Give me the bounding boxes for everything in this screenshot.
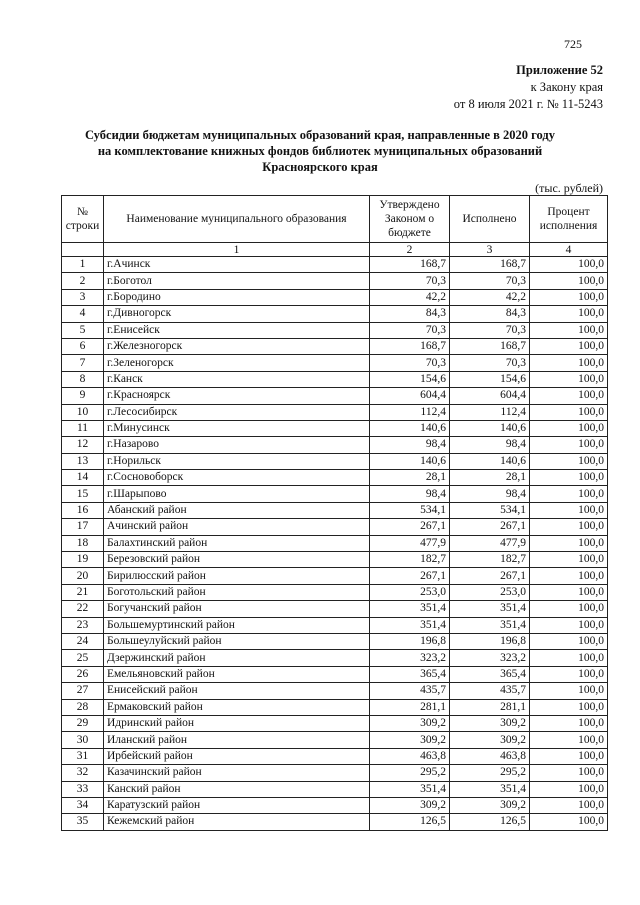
appendix-block — [454, 62, 603, 113]
title-line-1: Субсидии бюджетам муниципальных образований края, направленные в 2020 году — [84, 128, 556, 142]
approved-amount-cell: 126,5 — [370, 814, 450, 830]
approved-amount-cell: 70,3 — [370, 273, 450, 289]
approved-amount-cell: 112,4 — [370, 404, 450, 420]
percent-cell: 100,0 — [530, 322, 608, 338]
row-number-cell: 18 — [62, 535, 104, 551]
table-row — [62, 306, 608, 322]
approved-amount-cell: 435,7 — [370, 683, 450, 699]
executed-amount-cell: 168,7 — [450, 257, 530, 273]
municipality-name-cell: г.Сосновоборск — [104, 470, 370, 486]
municipality-name-cell: г.Лесосибирск — [104, 404, 370, 420]
table-row — [62, 519, 608, 535]
percent-cell: 100,0 — [530, 306, 608, 322]
approved-amount-cell: 267,1 — [370, 519, 450, 535]
percent-cell: 100,0 — [530, 420, 608, 436]
table-row — [62, 781, 608, 797]
table-row — [62, 699, 608, 715]
percent-cell: 100,0 — [530, 633, 608, 649]
table-row — [62, 273, 608, 289]
municipality-name-cell: г.Дивногорск — [104, 306, 370, 322]
approved-amount-cell: 140,6 — [370, 453, 450, 469]
row-number-cell: 17 — [62, 519, 104, 535]
row-number-cell: 27 — [62, 683, 104, 699]
table-row — [62, 666, 608, 682]
row-number-cell: 10 — [62, 404, 104, 420]
table-header-row — [62, 196, 608, 243]
approved-amount-cell: 351,4 — [370, 601, 450, 617]
percent-cell: 100,0 — [530, 666, 608, 682]
municipality-name-cell: Иланский район — [104, 732, 370, 748]
row-number-cell: 30 — [62, 732, 104, 748]
executed-amount-cell: 196,8 — [450, 633, 530, 649]
percent-cell: 100,0 — [530, 814, 608, 830]
percent-cell: 100,0 — [530, 453, 608, 469]
header-executed: Исполнено — [450, 196, 530, 243]
row-number-cell: 23 — [62, 617, 104, 633]
header-row-no: № строки — [62, 196, 104, 243]
approved-amount-cell: 154,6 — [370, 371, 450, 387]
approved-amount-cell: 182,7 — [370, 552, 450, 568]
municipality-name-cell: г.Назарово — [104, 437, 370, 453]
percent-cell: 100,0 — [530, 355, 608, 371]
row-number-cell: 1 — [62, 257, 104, 273]
row-number-cell: 16 — [62, 502, 104, 518]
row-number-cell: 24 — [62, 633, 104, 649]
approved-amount-cell: 604,4 — [370, 388, 450, 404]
executed-amount-cell: 351,4 — [450, 617, 530, 633]
municipality-name-cell: Енисейский район — [104, 683, 370, 699]
row-number-cell: 15 — [62, 486, 104, 502]
approved-amount-cell: 534,1 — [370, 502, 450, 518]
table-row — [62, 535, 608, 551]
executed-amount-cell: 351,4 — [450, 601, 530, 617]
executed-amount-cell: 309,2 — [450, 715, 530, 731]
executed-amount-cell: 309,2 — [450, 797, 530, 813]
executed-amount-cell: 126,5 — [450, 814, 530, 830]
percent-cell: 100,0 — [530, 388, 608, 404]
percent-cell: 100,0 — [530, 748, 608, 764]
municipality-name-cell: Ачинский район — [104, 519, 370, 535]
approved-amount-cell: 309,2 — [370, 715, 450, 731]
header-percent: Процент исполнения — [530, 196, 608, 243]
municipality-name-cell: Идринский район — [104, 715, 370, 731]
municipality-name-cell: г.Зеленогорск — [104, 355, 370, 371]
executed-amount-cell: 182,7 — [450, 552, 530, 568]
approved-amount-cell: 196,8 — [370, 633, 450, 649]
approved-amount-cell: 70,3 — [370, 355, 450, 371]
municipality-name-cell: г.Бородино — [104, 289, 370, 305]
executed-amount-cell: 309,2 — [450, 732, 530, 748]
municipality-name-cell: г.Канск — [104, 371, 370, 387]
percent-cell: 100,0 — [530, 257, 608, 273]
percent-cell: 100,0 — [530, 371, 608, 387]
percent-cell: 100,0 — [530, 715, 608, 731]
executed-amount-cell: 98,4 — [450, 437, 530, 453]
column-number-1: 1 — [104, 243, 370, 257]
row-number-cell: 12 — [62, 437, 104, 453]
approved-amount-cell: 168,7 — [370, 257, 450, 273]
municipality-name-cell: г.Минусинск — [104, 420, 370, 436]
table-row — [62, 584, 608, 600]
table-row — [62, 748, 608, 764]
table-row — [62, 715, 608, 731]
table-row — [62, 601, 608, 617]
executed-amount-cell: 365,4 — [450, 666, 530, 682]
executed-amount-cell: 112,4 — [450, 404, 530, 420]
column-numbers-row — [62, 243, 608, 257]
municipality-name-cell: Дзержинский район — [104, 650, 370, 666]
table-row — [62, 814, 608, 830]
row-number-cell: 31 — [62, 748, 104, 764]
executed-amount-cell: 534,1 — [450, 502, 530, 518]
executed-amount-cell: 140,6 — [450, 453, 530, 469]
executed-amount-cell: 267,1 — [450, 568, 530, 584]
approved-amount-cell: 140,6 — [370, 420, 450, 436]
page-number: 725 — [564, 37, 582, 51]
municipality-name-cell: г.Ачинск — [104, 257, 370, 273]
row-number-cell: 35 — [62, 814, 104, 830]
table-row — [62, 257, 608, 273]
percent-cell: 100,0 — [530, 519, 608, 535]
row-number-cell: 13 — [62, 453, 104, 469]
percent-cell: 100,0 — [530, 552, 608, 568]
row-number-cell: 28 — [62, 699, 104, 715]
table-row — [62, 404, 608, 420]
municipality-name-cell: Балахтинский район — [104, 535, 370, 551]
appendix-date: от 8 июля 2021 г. № 11-5243 — [453, 97, 603, 111]
municipality-name-cell: Богучанский район — [104, 601, 370, 617]
municipality-name-cell: г.Норильск — [104, 453, 370, 469]
percent-cell: 100,0 — [530, 535, 608, 551]
row-number-cell: 22 — [62, 601, 104, 617]
table-row — [62, 552, 608, 568]
approved-amount-cell: 98,4 — [370, 486, 450, 502]
title-line-3: Красноярского края — [262, 160, 378, 174]
percent-cell: 100,0 — [530, 699, 608, 715]
approved-amount-cell: 281,1 — [370, 699, 450, 715]
document-title — [60, 127, 580, 175]
municipality-name-cell: Ермаковский район — [104, 699, 370, 715]
executed-amount-cell: 28,1 — [450, 470, 530, 486]
table-row — [62, 371, 608, 387]
executed-amount-cell: 42,2 — [450, 289, 530, 305]
municipality-name-cell: г.Красноярск — [104, 388, 370, 404]
municipality-name-cell: Боготольский район — [104, 584, 370, 600]
column-number-4: 4 — [530, 243, 608, 257]
executed-amount-cell: 140,6 — [450, 420, 530, 436]
row-number-cell: 34 — [62, 797, 104, 813]
row-number-cell: 20 — [62, 568, 104, 584]
table-row — [62, 338, 608, 354]
row-number-cell: 19 — [62, 552, 104, 568]
table-row — [62, 732, 608, 748]
municipality-name-cell: г.Енисейск — [104, 322, 370, 338]
row-number-cell: 26 — [62, 666, 104, 682]
table-row — [62, 470, 608, 486]
column-number-3: 3 — [450, 243, 530, 257]
approved-amount-cell: 309,2 — [370, 732, 450, 748]
executed-amount-cell: 70,3 — [450, 273, 530, 289]
table-row — [62, 650, 608, 666]
approved-amount-cell: 295,2 — [370, 765, 450, 781]
percent-cell: 100,0 — [530, 584, 608, 600]
units-label: (тыс. рублей) — [535, 181, 603, 195]
municipality-name-cell: Кежемский район — [104, 814, 370, 830]
approved-amount-cell: 98,4 — [370, 437, 450, 453]
approved-amount-cell: 351,4 — [370, 617, 450, 633]
approved-amount-cell: 365,4 — [370, 666, 450, 682]
table-row — [62, 437, 608, 453]
row-number-cell: 3 — [62, 289, 104, 305]
approved-amount-cell: 84,3 — [370, 306, 450, 322]
column-number-2: 2 — [370, 243, 450, 257]
municipality-name-cell: г.Железногорск — [104, 338, 370, 354]
executed-amount-cell: 281,1 — [450, 699, 530, 715]
table-row — [62, 633, 608, 649]
table-body — [62, 257, 608, 831]
row-number-cell: 32 — [62, 765, 104, 781]
percent-cell: 100,0 — [530, 732, 608, 748]
executed-amount-cell: 295,2 — [450, 765, 530, 781]
row-number-cell: 5 — [62, 322, 104, 338]
row-number-cell: 21 — [62, 584, 104, 600]
municipality-name-cell: г.Боготол — [104, 273, 370, 289]
percent-cell: 100,0 — [530, 683, 608, 699]
approved-amount-cell: 28,1 — [370, 470, 450, 486]
row-number-cell: 4 — [62, 306, 104, 322]
percent-cell: 100,0 — [530, 781, 608, 797]
appendix-title: Приложение 52 — [516, 63, 603, 77]
row-number-cell: 8 — [62, 371, 104, 387]
municipality-name-cell: г.Шарыпово — [104, 486, 370, 502]
percent-cell: 100,0 — [530, 289, 608, 305]
approved-amount-cell: 477,9 — [370, 535, 450, 551]
table-row — [62, 617, 608, 633]
table-row — [62, 683, 608, 699]
municipality-name-cell: Бирилюсский район — [104, 568, 370, 584]
table-row — [62, 420, 608, 436]
executed-amount-cell: 70,3 — [450, 355, 530, 371]
municipality-name-cell: Емельяновский район — [104, 666, 370, 682]
column-number-blank — [62, 243, 104, 257]
table-row — [62, 568, 608, 584]
percent-cell: 100,0 — [530, 437, 608, 453]
row-number-cell: 7 — [62, 355, 104, 371]
municipality-name-cell: Канский район — [104, 781, 370, 797]
percent-cell: 100,0 — [530, 470, 608, 486]
row-number-cell: 25 — [62, 650, 104, 666]
approved-amount-cell: 42,2 — [370, 289, 450, 305]
executed-amount-cell: 604,4 — [450, 388, 530, 404]
executed-amount-cell: 351,4 — [450, 781, 530, 797]
percent-cell: 100,0 — [530, 338, 608, 354]
row-number-cell: 11 — [62, 420, 104, 436]
table-row — [62, 797, 608, 813]
municipality-name-cell: Казачинский район — [104, 765, 370, 781]
approved-amount-cell: 351,4 — [370, 781, 450, 797]
municipality-name-cell: Березовский район — [104, 552, 370, 568]
header-name: Наименование муниципального образования — [104, 196, 370, 243]
percent-cell: 100,0 — [530, 502, 608, 518]
approved-amount-cell: 168,7 — [370, 338, 450, 354]
percent-cell: 100,0 — [530, 568, 608, 584]
title-line-2: на комплектование книжных фондов библиотек муниципальных образований — [97, 144, 543, 158]
executed-amount-cell: 70,3 — [450, 322, 530, 338]
executed-amount-cell: 253,0 — [450, 584, 530, 600]
table-row — [62, 289, 608, 305]
table-row — [62, 322, 608, 338]
approved-amount-cell: 323,2 — [370, 650, 450, 666]
table-row — [62, 765, 608, 781]
percent-cell: 100,0 — [530, 650, 608, 666]
appendix-law: к Закону края — [530, 80, 603, 94]
executed-amount-cell: 267,1 — [450, 519, 530, 535]
municipality-name-cell: Большемуртинский район — [104, 617, 370, 633]
municipality-name-cell: Абанский район — [104, 502, 370, 518]
row-number-cell: 14 — [62, 470, 104, 486]
executed-amount-cell: 477,9 — [450, 535, 530, 551]
row-number-cell: 6 — [62, 338, 104, 354]
percent-cell: 100,0 — [530, 404, 608, 420]
approved-amount-cell: 463,8 — [370, 748, 450, 764]
executed-amount-cell: 435,7 — [450, 683, 530, 699]
subsidies-table — [61, 195, 608, 831]
header-approved: Утверждено Законом о бюджете — [370, 196, 450, 243]
municipality-name-cell: Большеулуйский район — [104, 633, 370, 649]
municipality-name-cell: Каратузский район — [104, 797, 370, 813]
percent-cell: 100,0 — [530, 797, 608, 813]
percent-cell: 100,0 — [530, 273, 608, 289]
percent-cell: 100,0 — [530, 765, 608, 781]
table-row — [62, 388, 608, 404]
executed-amount-cell: 463,8 — [450, 748, 530, 764]
row-number-cell: 33 — [62, 781, 104, 797]
executed-amount-cell: 98,4 — [450, 486, 530, 502]
municipality-name-cell: Ирбейский район — [104, 748, 370, 764]
percent-cell: 100,0 — [530, 486, 608, 502]
approved-amount-cell: 267,1 — [370, 568, 450, 584]
executed-amount-cell: 154,6 — [450, 371, 530, 387]
executed-amount-cell: 323,2 — [450, 650, 530, 666]
table-row — [62, 502, 608, 518]
approved-amount-cell: 253,0 — [370, 584, 450, 600]
row-number-cell: 29 — [62, 715, 104, 731]
approved-amount-cell: 70,3 — [370, 322, 450, 338]
table-row — [62, 486, 608, 502]
executed-amount-cell: 168,7 — [450, 338, 530, 354]
table-row — [62, 453, 608, 469]
executed-amount-cell: 84,3 — [450, 306, 530, 322]
row-number-cell: 2 — [62, 273, 104, 289]
row-number-cell: 9 — [62, 388, 104, 404]
table-row — [62, 355, 608, 371]
percent-cell: 100,0 — [530, 601, 608, 617]
percent-cell: 100,0 — [530, 617, 608, 633]
approved-amount-cell: 309,2 — [370, 797, 450, 813]
